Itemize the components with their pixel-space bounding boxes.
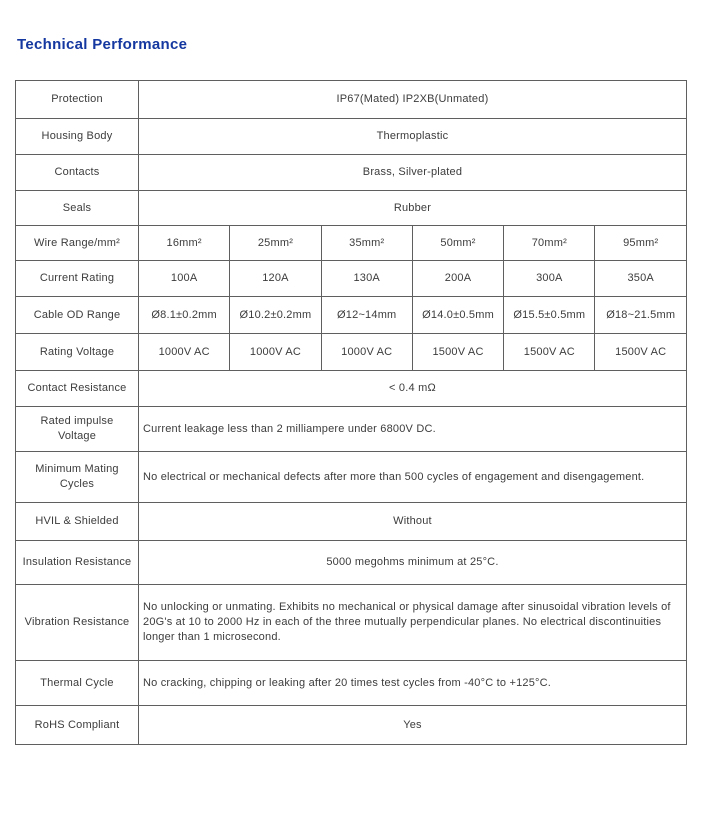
row-housing-body — [16, 119, 687, 155]
row-value: Thermoplastic — [139, 119, 687, 155]
row-label: Insulation Resistance — [16, 541, 139, 585]
row-label: Seals — [16, 191, 139, 226]
row-insulation-resistance — [16, 541, 687, 585]
row-value: < 0.4 mΩ — [139, 371, 687, 407]
row-label: Cable OD Range — [16, 297, 139, 334]
cell-value: 130A — [321, 261, 412, 297]
cell-value: 100A — [139, 261, 230, 297]
cell-value: 35mm² — [321, 226, 412, 261]
row-seals — [16, 191, 687, 226]
cell-value: 16mm² — [139, 226, 230, 261]
row-cable-od-range — [16, 297, 687, 334]
row-label: Wire Range/mm² — [16, 226, 139, 261]
row-label: Rated impulse Voltage — [16, 407, 139, 452]
row-value: Current leakage less than 2 milliampere under 6800V DC. — [139, 407, 687, 452]
row-wire-range — [16, 226, 687, 261]
row-value: No unlocking or unmating. Exhibits no mechanical or physical damage after sinusoidal vibration levels of 20G's at 10 to 2000 Hz in each of the three mutually perpendicular planes. No electrical discontinuities longer than 1 microsecond. — [139, 585, 687, 661]
row-label: Protection — [16, 81, 139, 119]
row-rating-voltage — [16, 334, 687, 371]
cell-value: 50mm² — [412, 226, 503, 261]
row-contacts — [16, 155, 687, 191]
row-value: Yes — [139, 706, 687, 745]
cell-value: 120A — [230, 261, 321, 297]
row-value: 5000 megohms minimum at 25°C. — [139, 541, 687, 585]
cell-value: 1000V AC — [230, 334, 321, 371]
row-value: Rubber — [139, 191, 687, 226]
cell-value: 200A — [412, 261, 503, 297]
cell-value: 1500V AC — [595, 334, 686, 371]
cell-value: 1500V AC — [412, 334, 503, 371]
row-hvil-shielded — [16, 503, 687, 541]
row-minimum-mating-cycles — [16, 452, 687, 503]
row-label: Housing Body — [16, 119, 139, 155]
cell-value: 1500V AC — [504, 334, 595, 371]
row-label: Current Rating — [16, 261, 139, 297]
row-label: RoHS Compliant — [16, 706, 139, 745]
row-current-rating — [16, 261, 687, 297]
row-label: Contacts — [16, 155, 139, 191]
cell-value: 300A — [504, 261, 595, 297]
cell-value: Ø15.5±0.5mm — [504, 297, 595, 334]
row-label: Vibration Resistance — [16, 585, 139, 661]
row-protection — [16, 81, 687, 119]
row-rohs-compliant — [16, 706, 687, 745]
row-value: No electrical or mechanical defects after more than 500 cycles of engagement and disengagement. — [139, 452, 687, 503]
cell-value: Ø12~14mm — [321, 297, 412, 334]
row-value: Brass, Silver-plated — [139, 155, 687, 191]
row-thermal-cycle — [16, 661, 687, 706]
cell-value: 25mm² — [230, 226, 321, 261]
row-label: Contact Resistance — [16, 371, 139, 407]
cell-value: Ø10.2±0.2mm — [230, 297, 321, 334]
row-label: HVIL & Shielded — [16, 503, 139, 541]
row-label: Thermal Cycle — [16, 661, 139, 706]
row-value: Without — [139, 503, 687, 541]
cell-value: 95mm² — [595, 226, 686, 261]
row-contact-resistance — [16, 371, 687, 407]
row-value: IP67(Mated) IP2XB(Unmated) — [139, 81, 687, 119]
cell-value: Ø8.1±0.2mm — [139, 297, 230, 334]
row-label: Rating Voltage — [16, 334, 139, 371]
cell-value: 1000V AC — [139, 334, 230, 371]
row-value: No cracking, chipping or leaking after 20 times test cycles from -40°C to +125°C. — [139, 661, 687, 706]
cell-value: 70mm² — [504, 226, 595, 261]
page-title: Technical Performance — [17, 36, 188, 53]
row-vibration-resistance — [16, 585, 687, 661]
cell-value: Ø18~21.5mm — [595, 297, 686, 334]
cell-value: 350A — [595, 261, 686, 297]
technical-performance-table — [15, 80, 686, 745]
cell-value: 1000V AC — [321, 334, 412, 371]
row-label: Minimum Mating Cycles — [16, 452, 139, 503]
row-rated-impulse-voltage — [16, 407, 687, 452]
cell-value: Ø14.0±0.5mm — [412, 297, 503, 334]
